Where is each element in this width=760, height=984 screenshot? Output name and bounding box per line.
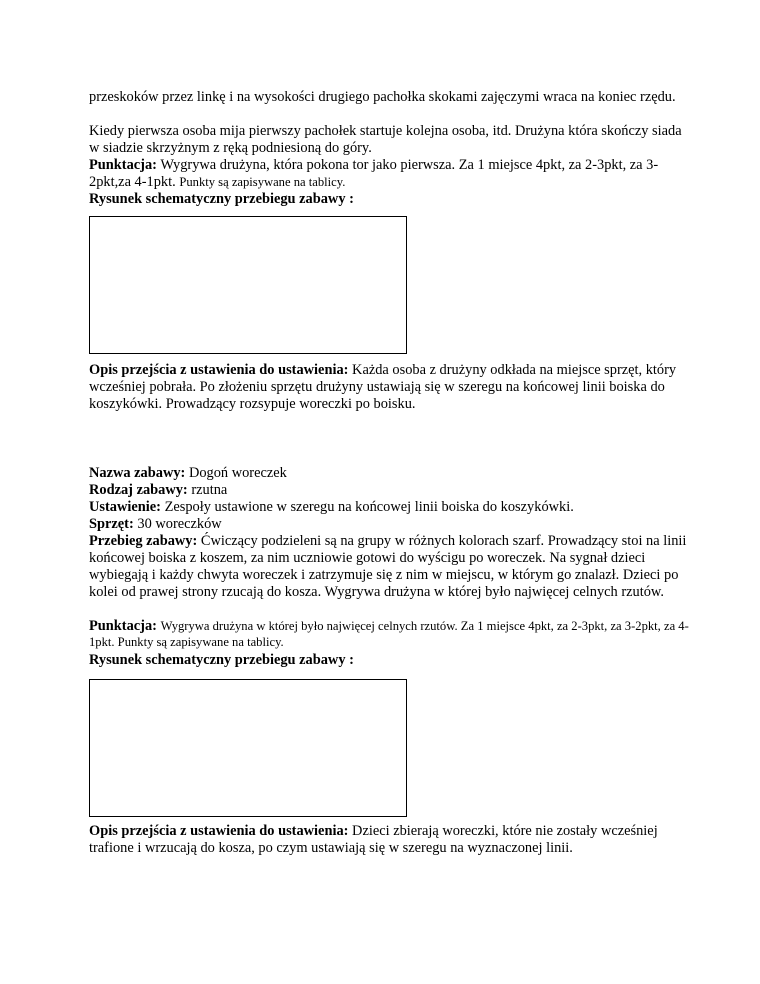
- equipment-line: Sprzęt: 30 woreczków: [89, 516, 222, 532]
- transition-label: Opis przejścia z ustawienia do ustawienia:: [89, 823, 349, 839]
- scoring-paragraph-1: [89, 157, 689, 191]
- setup-text: Zespoły ustawione w szeregu na końcowej linii boiska do koszykówki.: [164, 499, 574, 515]
- game-type-line: Rodzaj zabawy: rzutna: [89, 482, 228, 498]
- equipment-text: 30 woreczków: [137, 516, 222, 532]
- game-name: Dogoń woreczek: [188, 465, 287, 481]
- course-text: Ćwiczący podzieleni są na grupy w różnych kolorach szarf. Prowadzący stoi na linii końcowej boiska z koszem, za nim uczniowie gotowi do wyścigu po woreczek. Na sygnał dzieci wybiegają i każdy chwyta woreczek i zatrzymuje się z nim w miejscu, w którym go znalazł. Dzieci po kolei od prawej strony rzucają do kosza. Wygrywa drużyna w której było najwięcej celnych rzutów.: [89, 533, 687, 600]
- scoring-paragraph-2: [89, 618, 689, 650]
- drawing-heading-2: Rysunek schematyczny przebiegu zabawy :: [89, 652, 354, 668]
- transition-paragraph-1: [89, 362, 689, 413]
- game-continuation-text: przeskoków przez linkę i na wysokości drugiego pachołka skokami zajęczymi wraca na koniec rzędu.: [89, 89, 676, 105]
- next-person-text: Kiedy pierwsza osoba mija pierwszy pachołek startuje kolejna osoba, itd. Drużyna która skończy siada w siadzie skrzyżnym z ręką podniesioną do góry.: [89, 123, 682, 156]
- drawing-placeholder-box-1: [89, 216, 407, 354]
- drawing-heading-1: Rysunek schematyczny przebiegu zabawy :: [89, 191, 354, 207]
- scoring-label: Punktacja:: [89, 157, 157, 173]
- scoring-note: Punkty są zapisywane na tablicy.: [179, 175, 346, 189]
- course-paragraph: Przebieg zabawy: Ćwiczący podzieleni są na grupy w różnych kolorach szarf. Prowadzący stoi na linii końcowej boiska z koszem, za nim uczniowie gotowi do wyścigu po woreczek. Na sygnał dzieci wybiegają i każdy chwyta woreczek i zatrzymuje się z nim w miejscu, w którym go znalazł. Dzieci po kolei od prawej strony rzucają do kosza. Wygrywa drużyna w której było najwięcej celnych rzutów.: [89, 533, 687, 600]
- setup-line: Ustawienie: Zespoły ustawione w szeregu na końcowej linii boiska do koszykówki.: [89, 499, 574, 515]
- scoring-label: Punktacja:: [89, 618, 157, 634]
- transition-text: Dzieci zbierają woreczki, które nie zostały wcześniej trafione i wrzucają do kosza, po czym ustawiają się w szeregu na wyznaczonej linii.: [89, 823, 658, 856]
- transition-text: Każda osoba z drużyny odkłada na miejsce sprzęt, który wcześniej pobrała. Po złożeniu sprzętu drużyny ustawiają się w szeregu na końcowej linii boiska do koszykówki. Prowadzący rozsypuje woreczki po boisku.: [89, 362, 677, 412]
- transition-label: Opis przejścia z ustawienia do ustawienia:: [89, 362, 349, 378]
- transition-paragraph-2: [89, 823, 689, 857]
- scoring-text: Wygrywa drużyna w której było najwięcej celnych rzutów. Za 1 miejsce 4pkt, za 2-3pkt, za 3-2pkt, za 4-1pkt. Punkty są zapisywane na tablicy.: [89, 619, 689, 649]
- drawing-placeholder-box-2: [89, 679, 407, 817]
- game-name-line: Nazwa zabawy: Dogoń woreczek: [89, 465, 287, 481]
- game-type: rzutna: [191, 482, 228, 498]
- scoring-text: Wygrywa drużyna, która pokona tor jako pierwsza. Za 1 miejsce 4pkt, za 2-3pkt, za 3-2pkt,za 4-1pkt.: [89, 157, 659, 190]
